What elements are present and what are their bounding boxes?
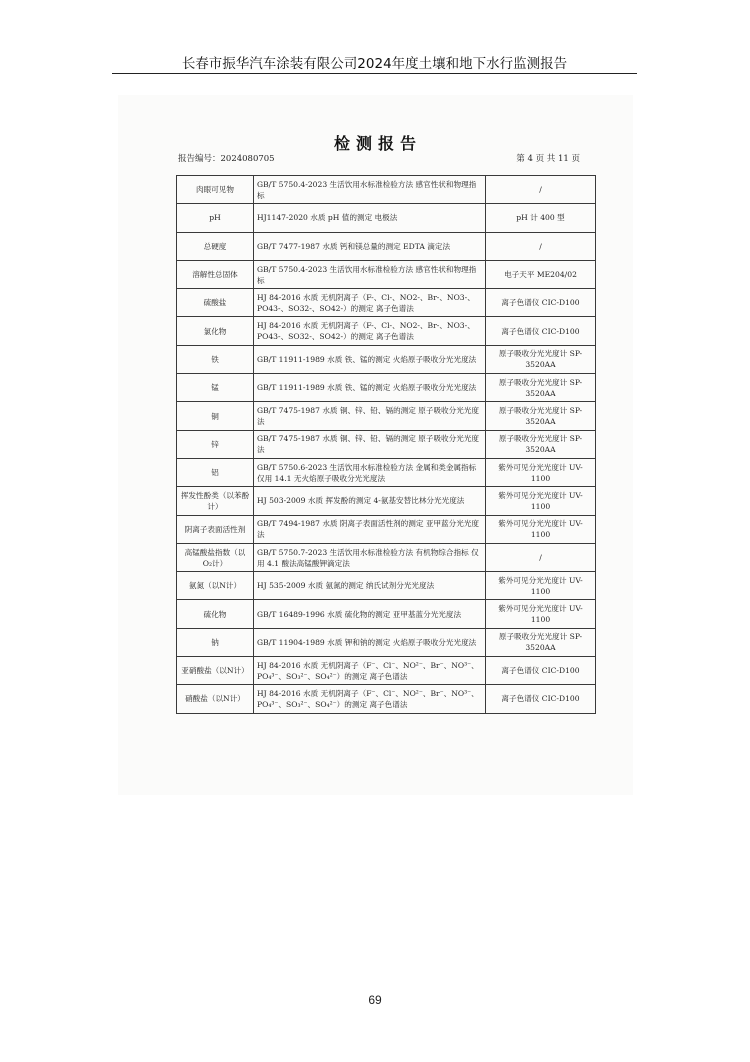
test-method-cell: GB/T 7475-1987 水质 铜、锌、铅、镉的测定 原子吸收分光光度法 — [254, 402, 486, 430]
equipment-cell: / — [486, 543, 596, 571]
table-row — [177, 402, 596, 430]
test-item-cell: 总硬度 — [177, 232, 254, 260]
test-method-cell: HJ 84-2016 水质 无机阴离子（F⁻、Cl⁻、NO²⁻、Br⁻、NO³⁻、PO₄³⁻、SO₃²⁻、SO₄²⁻）的测定 离子色谱法 — [254, 657, 486, 685]
equipment-cell: 原子吸收分光光度计 SP-3520AA — [486, 345, 596, 373]
table-row — [177, 289, 596, 317]
test-item-cell: 肉眼可见物 — [177, 176, 254, 204]
test-item-cell: 硫酸盐 — [177, 289, 254, 317]
test-item-cell: 氨氮（以N计） — [177, 572, 254, 600]
header-divider — [112, 73, 637, 74]
equipment-cell: 紫外可见分光光度计 UV-1100 — [486, 515, 596, 543]
table-row — [177, 260, 596, 288]
test-method-cell: GB/T 7494-1987 水质 阴离子表面活性剂的测定 亚甲蓝分光光度法 — [254, 515, 486, 543]
equipment-cell: 原子吸收分光光度计 SP-3520AA — [486, 628, 596, 656]
equipment-cell: 离子色谱仪 CIC-D100 — [486, 289, 596, 317]
report-title: 检测报告 — [333, 134, 422, 153]
equipment-cell: 紫外可见分光光度计 UV-1100 — [486, 600, 596, 628]
report-number: 报告编号：2024080705 — [178, 154, 275, 164]
table-row — [177, 543, 596, 571]
test-method-cell: GB/T 11911-1989 水质 铁、锰的测定 火焰原子吸收分光光度法 — [254, 374, 486, 402]
test-method-cell: HJ 535-2009 水质 氨氮的测定 纳氏试剂分光光度法 — [254, 572, 486, 600]
table-row — [177, 458, 596, 486]
table-row — [177, 204, 596, 232]
table-row — [177, 374, 596, 402]
test-method-cell: HJ 84-2016 水质 无机阴离子（F⁻、Cl⁻、NO²⁻、Br⁻、NO³⁻、PO₄³⁻、SO₃²⁻、SO₄²⁻）的测定 离子色谱法 — [254, 685, 486, 713]
equipment-cell: 原子吸收分光光度计 SP-3520AA — [486, 402, 596, 430]
equipment-cell: 离子色谱仪 CIC-D100 — [486, 657, 596, 685]
test-method-cell: GB/T 11911-1989 水质 铁、锰的测定 火焰原子吸收分光光度法 — [254, 345, 486, 373]
test-method-table — [176, 175, 596, 714]
equipment-cell: 电子天平 ME204/02 — [486, 260, 596, 288]
equipment-cell: / — [486, 232, 596, 260]
test-method-cell: GB/T 11904-1989 水质 钾和钠的测定 火焰原子吸收分光光度法 — [254, 628, 486, 656]
table-row — [177, 232, 596, 260]
test-item-cell: 铁 — [177, 345, 254, 373]
test-item-cell: 挥发性酚类（以苯酚计） — [177, 487, 254, 515]
test-item-cell: 阴离子表面活性剂 — [177, 515, 254, 543]
test-item-cell: 铝 — [177, 458, 254, 486]
test-item-cell: 硝酸盐（以N计） — [177, 685, 254, 713]
equipment-cell: 紫外可见分光光度计 UV-1100 — [486, 458, 596, 486]
table-row — [177, 317, 596, 345]
equipment-cell: 离子色谱仪 CIC-D100 — [486, 685, 596, 713]
page-header-title: 长春市振华汽车涂装有限公司2024年度土壤和地下水行监测报告 — [181, 56, 568, 72]
table-row — [177, 430, 596, 458]
equipment-cell: pH 计 400 型 — [486, 204, 596, 232]
test-item-cell: 硫化物 — [177, 600, 254, 628]
table-row — [177, 176, 596, 204]
test-method-cell: GB/T 5750.4-2023 生活饮用水标准检验方法 感官性状和物理指标 — [254, 260, 486, 288]
test-method-cell: HJ 503-2009 水质 挥发酚的测定 4-氨基安替比林分光光度法 — [254, 487, 486, 515]
table-row — [177, 685, 596, 713]
table-row — [177, 572, 596, 600]
equipment-cell: 紫外可见分光光度计 UV-1100 — [486, 487, 596, 515]
test-method-cell: GB/T 5750.6-2023 生活饮用水标准检验方法 金属和类金属指标 仅用 14.1 无火焰原子吸收分光光度法 — [254, 458, 486, 486]
test-method-cell: GB/T 5750.4-2023 生活饮用水标准检验方法 感官性状和物理指标 — [254, 176, 486, 204]
table-row — [177, 487, 596, 515]
equipment-cell: 原子吸收分光光度计 SP-3520AA — [486, 430, 596, 458]
test-item-cell: 锌 — [177, 430, 254, 458]
table-row — [177, 657, 596, 685]
page-number: 69 — [368, 993, 382, 1007]
test-method-cell: HJ1147-2020 水质 pH 值的测定 电极法 — [254, 204, 486, 232]
test-item-cell: 溶解性总固体 — [177, 260, 254, 288]
equipment-cell: / — [486, 176, 596, 204]
equipment-cell: 原子吸收分光光度计 SP-3520AA — [486, 374, 596, 402]
test-item-cell: pH — [177, 204, 254, 232]
table-row — [177, 600, 596, 628]
table-row — [177, 515, 596, 543]
table-row — [177, 345, 596, 373]
test-item-cell: 锰 — [177, 374, 254, 402]
test-item-cell: 亚硝酸盐（以N计） — [177, 657, 254, 685]
test-method-cell: HJ 84-2016 水质 无机阴离子（F-、Cl-、NO2-、Br-、NO3-、PO43-、SO32-、SO42-）的测定 离子色谱法 — [254, 317, 486, 345]
test-method-cell: GB/T 16489-1996 水质 硫化物的测定 亚甲基蓝分光光度法 — [254, 600, 486, 628]
test-item-cell: 高锰酸盐指数（以O₂计） — [177, 543, 254, 571]
test-item-cell: 氯化物 — [177, 317, 254, 345]
report-page-count: 第 4 页 共 11 页 — [516, 154, 580, 164]
equipment-cell: 离子色谱仪 CIC-D100 — [486, 317, 596, 345]
test-method-cell: GB/T 7475-1987 水质 铜、锌、铅、镉的测定 原子吸收分光光度法 — [254, 430, 486, 458]
test-method-cell: GB/T 7477-1987 水质 钙和镁总量的测定 EDTA 滴定法 — [254, 232, 486, 260]
test-method-cell: GB/T 5750.7-2023 生活饮用水标准检验方法 有机物综合指标 仅用 4.1 酸法高锰酸钾滴定法 — [254, 543, 486, 571]
test-item-cell: 钠 — [177, 628, 254, 656]
test-method-cell: HJ 84-2016 水质 无机阴离子（F-、Cl-、NO2-、Br-、NO3-、PO43-、SO32-、SO42-）的测定 离子色谱法 — [254, 289, 486, 317]
test-item-cell: 铜 — [177, 402, 254, 430]
equipment-cell: 紫外可见分光光度计 UV-1100 — [486, 572, 596, 600]
table-row — [177, 628, 596, 656]
